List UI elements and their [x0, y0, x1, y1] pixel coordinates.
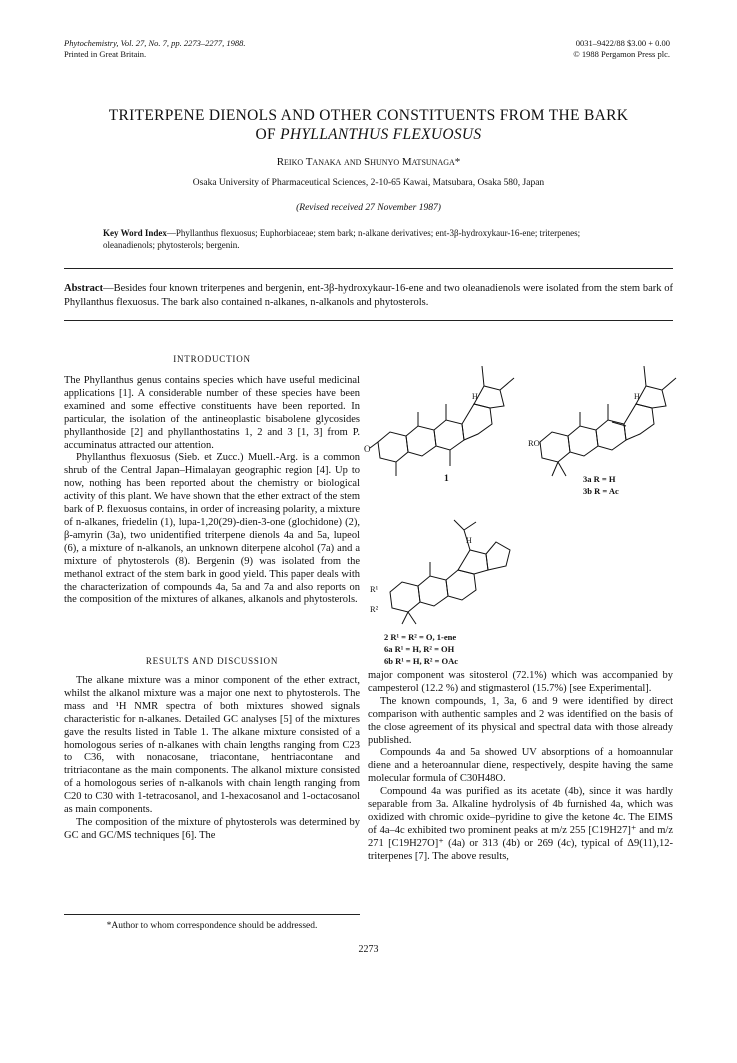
keywords-text: —Phyllanthus flexuosus; Euphorbiaceae; stem bark; n-alkane derivatives; ent-3β-hydroxykaur-16-ene; triterpenes; oleanadienols; phytosterols; bergenin.	[103, 228, 581, 250]
ring-d	[624, 404, 654, 440]
introduction-body	[64, 375, 360, 607]
methyl-top-1	[644, 366, 646, 386]
methyl-top-2	[500, 378, 514, 390]
structure-1-oxygen: O	[364, 444, 371, 454]
structure-2-6-diagram	[380, 510, 530, 630]
authors: Reiko Tanaka and Shunyo Matsunaga*	[276, 156, 461, 168]
intro-paragraph-1: The Phyllanthus genus contains species which have useful medicinal applications [1]. A considerable number of these species have been examined and some effective constituents have been reported. In particular, the isolation of the antineoplastic bisabolene glycosides phyllanthoside [2] and phyllanthostatins 1, 2 and 3 [1, 3] from P. accuminatus attracted our attention.	[64, 375, 360, 451]
structure-1-diagram	[368, 352, 518, 482]
top-rule	[64, 268, 673, 269]
right-paragraph-3: Compounds 4a and 5a showed UV absorptions of a homoannular diene and a heteroannular diene, respectively, despite having the same molecular formula of C30H48O.	[368, 747, 673, 785]
ring-b	[418, 576, 448, 606]
ring-d	[458, 550, 488, 574]
caption-6b: 6b R¹ = H, R² = OAc	[384, 656, 459, 666]
ring-e	[636, 386, 666, 408]
footnote: *Author to whom correspondence should be addressed.	[106, 921, 318, 931]
methyl-4	[552, 462, 558, 476]
ring-c	[434, 420, 464, 450]
structure-1-label: 1	[444, 474, 449, 484]
methyl-5	[558, 462, 566, 476]
right-paragraph-2: The known compounds, 1, 3a, 6 and 9 were identified by direct comparison with authentic samples and 2 was identified on the basis of the close agreement of its physical and spectral data with those already published.	[368, 695, 673, 746]
structure-2-r1: R¹	[370, 584, 379, 594]
journal-citation: Phytochemistry, Vol. 27, No. 7, pp. 2273–2277, 1988.	[64, 38, 246, 48]
structure-3b-label: 3b R = Ac	[583, 486, 619, 496]
printed-in: Printed in Great Britain.	[64, 49, 147, 59]
structure-2-h: H	[466, 536, 472, 545]
structure-3-diagram	[530, 352, 680, 482]
revised-date: (Revised received 27 November 1987)	[296, 203, 441, 213]
ring-b	[406, 426, 436, 456]
abstract-label: Abstract	[64, 283, 104, 294]
caption-6a: 6a R¹ = H, R² = OH	[384, 644, 455, 654]
ring-a	[378, 432, 408, 462]
right-column-body	[368, 670, 673, 864]
keywords	[103, 227, 633, 251]
methyl-2	[402, 612, 408, 624]
structure-3-ro: RO	[528, 438, 540, 448]
ring-a	[390, 582, 420, 612]
methyl-3	[408, 612, 416, 624]
copyright: © 1988 Pergamon Press plc.	[573, 49, 670, 59]
results-heading: RESULTS AND DISCUSSION	[145, 656, 279, 666]
ring-e	[486, 542, 510, 570]
caption-2: 2 R¹ = R² = O, 1-ene	[384, 632, 457, 642]
affiliation: Osaka University of Pharmaceutical Sciences, 2-10-65 Kawai, Matsubara, Osaka 580, Japan	[192, 178, 545, 188]
results-paragraph-1: The alkane mixture was a minor component of the ether extract, whilst the alkanol mixture was a major one next to phytosterols. The mass and ¹H NMR spectra of both mixtures showed signals characteristic for n-alkanes. Detailed GC analyses [5] of the mixtures gave the results listed in Table 1. The alkane mixture consisted of a homologous series of n-alkanes with chain lengths ranging from C23 to C36, with nonacosane, triacontane, hentriacontane and tritriacontane as the main components. The alkanol mixture consisted of a homologous series of n-alkanols with chain length ranging from C20 to C30 with 1-tetracosanol, and 1-hexacosanol and 1-octacosanol as main components.	[64, 675, 360, 816]
abstract-text: —Besides four known triterpenes and bergenin, ent-3β-hydroxykaur-16-ene and two oleanadienols were isolated from the stem bark of Phyllanthus flexuosus. The bark also contained n-alkanes, n-alkanols and phytosterols.	[64, 283, 673, 308]
ring-d	[462, 404, 492, 440]
methyl-top-2	[662, 378, 676, 390]
ring-e	[474, 386, 504, 408]
issn-code: 0031–9422/88 $3.00 + 0.00	[575, 38, 670, 48]
footnote-rule	[64, 914, 360, 915]
price-header	[540, 38, 670, 60]
structure-3a-label: 3a R = H	[583, 474, 616, 484]
right-paragraph-1: major component was sitosterol (72.1%) which was accompanied by campesterol (12.2 %) and stigmasterol (15.7%) [see Experimental].	[368, 670, 673, 694]
structure-2-r2: R²	[370, 604, 379, 614]
ring-c	[446, 570, 476, 600]
title-italic: PHYLLANTHUS FLEXUOSUS	[280, 126, 482, 143]
results-paragraph-2: The composition of the mixture of phytosterols was determined by GC and GC/MS techniques [6]. The	[64, 816, 360, 841]
methyl-top-1	[482, 366, 484, 386]
title-line-2	[40, 125, 697, 144]
ring-b	[568, 426, 598, 456]
journal-header	[64, 38, 246, 60]
title-prefix: OF	[255, 126, 281, 143]
abstract	[64, 282, 673, 309]
isopropenyl-3	[464, 522, 476, 530]
carbonyl-bond	[370, 442, 378, 448]
intro-paragraph-2: Phyllanthus flexuosus (Sieb. et Zucc.) Muell.-Arg. is a common shrub of the Central Japan–Himalayan geographic region [4]. Up to now, nothing has been reported about the chemistry or biological activity of this plant. We have shown that the ether extract of the stem bark of P. flexuosus contains, in order of increasing polarity, a mixture of n-alkanes, friedelin (1), lupa-1,20(29)-dien-3-one (glochidone) (2), β-amyrin (3a), two unidentified triterpene dienols 4a and 5a, lupeol (6), a mixture of n-alkanols, an unknown diterpene alcohol (7a) and a mixture of phytosterols (8). Bergenin (9) was isolated from the methanol extract of the stem bark in good yield. This paper deals with the characterization of compounds 4a, 5a and 7a and also reports on the composition of the mixtures of alkanes, alkanols and phytosterols.	[64, 452, 360, 606]
paper-title	[40, 106, 697, 144]
keywords-label: Key Word Index	[103, 228, 167, 238]
title-line-1: TRITERPENE DIENOLS AND OTHER CONSTITUENTS FROM THE BARK	[108, 107, 629, 124]
introduction-heading: INTRODUCTION	[173, 354, 251, 364]
ring-a	[540, 432, 570, 462]
results-body	[64, 675, 360, 843]
right-paragraph-4: Compound 4a was purified as its acetate (4b), since it was hardly separable from 3a. Alkaline hydrolysis of 4b furnished 4a, which was oxidized with chromic oxide–pyridine to give the ketone 4c. The EIMS of 4a–4c exhibited two prominent peaks at m/z 255 [C19H27]⁺ and m/z 271 [C19H27O]⁺ (4a) or 313 (4b) or 269 (4c), typical of Δ9(11),12-triterpenes [7]. The above results,	[368, 786, 673, 862]
structure-1-h: H	[472, 392, 478, 401]
page-number: 2273	[358, 944, 379, 955]
isopropenyl-2	[454, 520, 464, 530]
structure-3-h: H	[634, 392, 640, 401]
bottom-rule	[64, 320, 673, 321]
